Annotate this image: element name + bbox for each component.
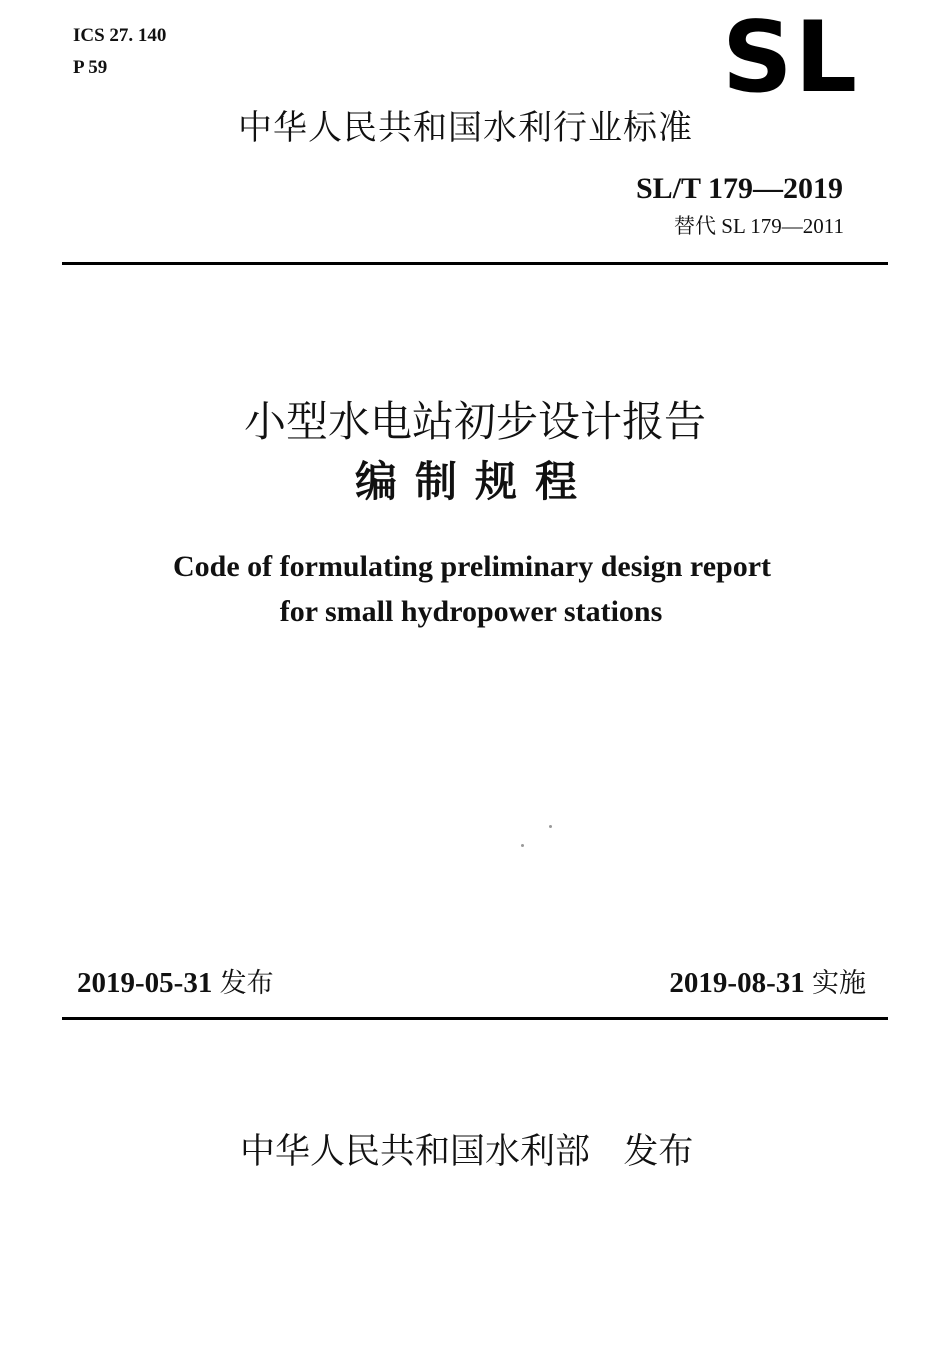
industry-standard-heading: 中华人民共和国水利行业标准 xyxy=(238,108,693,148)
title-chinese-line-1: 小型水电站初步设计报告 xyxy=(243,397,706,446)
scan-speck xyxy=(521,844,524,847)
p-code: P 59 xyxy=(73,57,108,78)
bottom-divider xyxy=(62,1017,888,1020)
replaces-standard: 替代 SL 179—2011 xyxy=(674,214,844,238)
publisher-name: 中华人民共和国水利部 xyxy=(240,1132,591,1172)
sl-logo: SL xyxy=(722,1,860,115)
issue-date: 2019-05-31 xyxy=(77,967,213,999)
title-english-line-1: Code of formulating preliminary design report xyxy=(172,550,772,583)
standard-number: SL/T 179—2019 xyxy=(636,172,843,205)
title-chinese-line-2: 编制规程 xyxy=(354,457,595,506)
publisher-line xyxy=(240,1128,693,1176)
implementation-date: 2019-08-31 xyxy=(669,967,805,999)
implementation-label: 实施 xyxy=(812,968,866,999)
implementation-date-block xyxy=(669,962,866,1005)
publish-label: 发布 xyxy=(623,1132,694,1172)
issue-label: 发布 xyxy=(219,968,274,999)
classification-codes xyxy=(73,20,166,84)
title-english-line-2: for small hydropower stations xyxy=(279,595,663,628)
issue-date-block xyxy=(77,962,274,1005)
top-divider xyxy=(62,262,888,265)
ics-code: ICS 27. 140 xyxy=(73,25,167,46)
scan-speck xyxy=(549,825,552,828)
